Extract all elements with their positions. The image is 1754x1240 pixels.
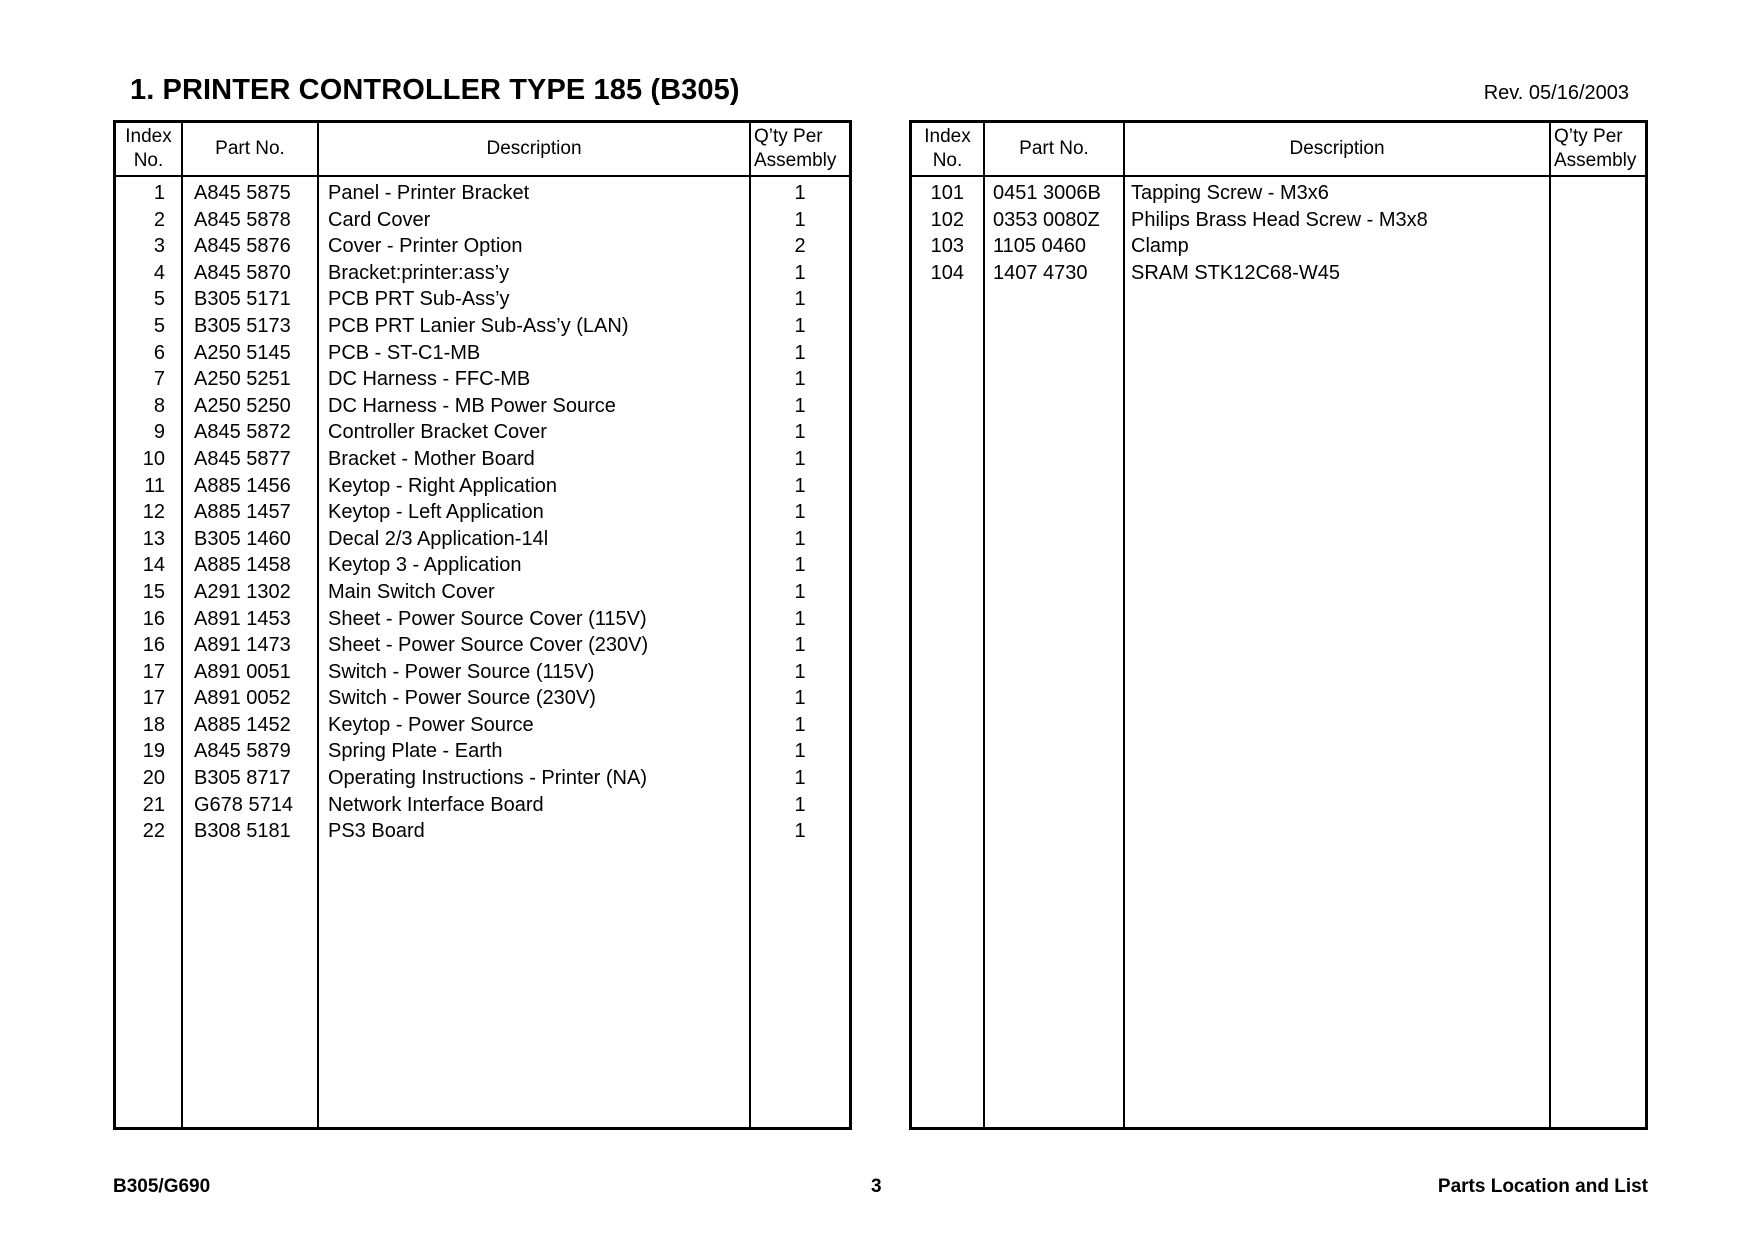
cell-index: 16 (142, 607, 165, 630)
header-index-line2: No. (932, 150, 963, 171)
header-part-no: Part No. (215, 138, 285, 159)
cell-index: 17 (142, 660, 165, 683)
cell-description: Tapping Screw - M3x6 (1131, 182, 1329, 204)
cell-description: Keytop - Left Application (328, 501, 544, 524)
cell-part-no: B305 5173 (194, 314, 291, 337)
cell-description: Card Cover (328, 208, 431, 231)
cell-description: SRAM STK12C68-W45 (1131, 261, 1340, 284)
cell-qty: 1 (794, 740, 806, 763)
cell-description: Spring Plate - Earth (328, 740, 503, 763)
cell-index: 18 (142, 713, 165, 736)
table-row (116, 712, 849, 739)
cell-description: Panel - Printer Bracket (328, 182, 530, 204)
cell-part-no: 0451 3006B (993, 182, 1101, 204)
header-part-no: Part No. (1019, 138, 1089, 159)
table-row (116, 579, 849, 606)
table-row (116, 738, 849, 765)
table-row (912, 207, 1645, 234)
cell-part-no: A250 5251 (194, 368, 291, 391)
cell-index: 102 (930, 208, 964, 231)
header-qty-line2: Assembly (754, 150, 837, 171)
cell-index: 10 (142, 447, 165, 470)
cell-qty: 1 (794, 341, 806, 364)
cell-part-no: A845 5870 (194, 261, 291, 284)
table-row (116, 818, 849, 845)
cell-index: 8 (153, 394, 165, 417)
cell-description: Keytop - Right Application (328, 474, 558, 497)
table-row (116, 286, 849, 313)
cell-qty: 1 (794, 501, 806, 524)
table-row (116, 632, 849, 659)
cell-index: 5 (153, 314, 165, 337)
cell-part-no: A845 5878 (194, 208, 291, 231)
cell-description: PCB - ST-C1-MB (328, 341, 481, 364)
cell-qty: 1 (794, 261, 806, 284)
cell-index: 14 (142, 554, 165, 577)
cell-part-no: A845 5872 (194, 421, 291, 444)
cell-part-no: A885 1452 (194, 713, 291, 736)
parts-rows-right (912, 177, 1645, 286)
cell-part-no: A291 1302 (194, 580, 291, 603)
cell-index: 101 (930, 182, 964, 204)
cell-qty: 1 (794, 607, 806, 630)
table-row (116, 233, 849, 260)
cell-part-no: 1407 4730 (993, 261, 1088, 284)
cell-description: Operating Instructions - Printer (NA) (328, 767, 647, 790)
header-index (116, 123, 181, 175)
cell-description: Switch - Power Source (115V) (328, 660, 595, 683)
cell-index: 3 (153, 235, 165, 258)
cell-description: DC Harness - MB Power Source (328, 394, 616, 417)
table-row (116, 792, 849, 819)
table-row (116, 180, 849, 207)
parts-rows-left (116, 177, 849, 845)
cell-part-no: A845 5876 (194, 235, 291, 258)
footer-section: Parts Location and List (1437, 1176, 1648, 1197)
table-row (116, 207, 849, 234)
cell-qty: 1 (794, 554, 806, 577)
header-qty-line2: Assembly (1554, 150, 1637, 171)
table-row (912, 180, 1645, 207)
cell-description: Switch - Power Source (230V) (328, 687, 596, 710)
table-row (116, 393, 849, 420)
cell-description: Clamp (1131, 235, 1189, 258)
cell-index: 1 (153, 182, 165, 204)
cell-description: Sheet - Power Source Cover (230V) (328, 634, 649, 657)
table-row (116, 340, 849, 367)
table-row (116, 366, 849, 393)
cell-description: Network Interface Board (328, 793, 544, 816)
cell-description: PCB PRT Lanier Sub-Ass’y (LAN) (328, 314, 629, 337)
cell-qty: 1 (794, 527, 806, 550)
header-index-line1: Index (125, 126, 172, 147)
table-row (116, 526, 849, 553)
cell-part-no: B305 5171 (194, 288, 291, 311)
footer-model: B305/G690 (113, 1176, 211, 1197)
cell-index: 5 (153, 288, 165, 311)
cell-qty: 1 (794, 767, 806, 790)
header-qty-line1: Q’ty Per (1554, 126, 1623, 147)
cell-index: 104 (930, 261, 964, 284)
cell-index: 6 (153, 341, 165, 364)
cell-part-no: B308 5181 (194, 820, 291, 843)
cell-part-no: 1105 0460 (993, 235, 1087, 258)
cell-index: 7 (153, 368, 165, 391)
cell-part-no: A250 5250 (194, 394, 291, 417)
cell-part-no: G678 5714 (194, 793, 293, 816)
table-row (116, 419, 849, 446)
cell-description: Keytop - Power Source (328, 713, 534, 736)
cell-index: 21 (142, 793, 165, 816)
cell-index: 19 (142, 740, 165, 763)
cell-index: 12 (142, 501, 165, 524)
cell-part-no: A885 1456 (194, 474, 291, 497)
cell-description: PS3 Board (328, 820, 425, 843)
cell-index: 2 (153, 208, 165, 231)
table-row (116, 446, 849, 473)
table-row (116, 765, 849, 792)
cell-qty: 1 (794, 580, 806, 603)
header-qty (1550, 123, 1646, 175)
cell-part-no: A885 1458 (194, 554, 291, 577)
cell-description: DC Harness - FFC-MB (328, 368, 531, 391)
cell-description: Keytop 3 - Application (328, 554, 522, 577)
cell-index: 9 (153, 421, 165, 444)
cell-qty: 2 (794, 235, 806, 258)
cell-description: Decal 2/3 Application-14l (328, 527, 549, 550)
cell-index: 103 (930, 235, 964, 258)
table-row (116, 685, 849, 712)
cell-qty: 1 (794, 288, 806, 311)
cell-qty: 1 (794, 447, 806, 470)
cell-qty: 1 (794, 314, 806, 337)
header-index-line1: Index (924, 126, 971, 147)
table-row (116, 606, 849, 633)
cell-qty: 1 (794, 182, 806, 204)
cell-qty: 1 (794, 394, 806, 417)
table-row (116, 499, 849, 526)
cell-qty: 1 (794, 208, 806, 231)
cell-part-no: A891 1453 (194, 607, 291, 630)
table-row (116, 473, 849, 500)
cell-description: Sheet - Power Source Cover (115V) (328, 607, 647, 630)
cell-index: 13 (142, 527, 165, 550)
cell-part-no: B305 8717 (194, 767, 291, 790)
header-qty (750, 123, 850, 175)
cell-index: 16 (142, 634, 165, 657)
table-row (912, 260, 1645, 287)
cell-part-no: A891 0051 (194, 660, 291, 683)
cell-part-no: A845 5877 (194, 447, 291, 470)
cell-part-no: A891 0052 (194, 687, 291, 710)
cell-description: Controller Bracket Cover (328, 421, 547, 444)
page-title: 1. PRINTER CONTROLLER TYPE 185 (B305) (130, 74, 740, 106)
cell-index: 17 (142, 687, 165, 710)
cell-qty: 1 (794, 713, 806, 736)
table-row (116, 659, 849, 686)
cell-description: PCB PRT Sub-Ass’y (328, 288, 510, 311)
cell-index: 11 (144, 474, 165, 497)
cell-qty: 1 (794, 820, 806, 843)
header-index (912, 123, 983, 175)
revision-date: Rev. 05/16/2003 (1483, 82, 1629, 104)
cell-part-no: A845 5875 (194, 182, 291, 204)
cell-qty: 1 (794, 421, 806, 444)
cell-qty: 1 (794, 474, 806, 497)
cell-qty: 1 (794, 660, 806, 683)
cell-description: Philips Brass Head Screw - M3x8 (1131, 208, 1428, 231)
cell-index: 22 (142, 820, 165, 843)
table-row (116, 552, 849, 579)
parts-table-right (909, 120, 1648, 1130)
cell-qty: 1 (794, 687, 806, 710)
cell-part-no: A845 5879 (194, 740, 291, 763)
cell-part-no: A885 1457 (194, 501, 291, 524)
cell-qty: 1 (794, 368, 806, 391)
header-qty-line1: Q’ty Per (754, 126, 823, 147)
header-description: Description (1289, 138, 1385, 159)
cell-part-no: B305 1460 (194, 527, 291, 550)
cell-part-no: A250 5145 (194, 341, 291, 364)
cell-description: Cover - Printer Option (328, 235, 523, 258)
header-description: Description (486, 138, 582, 159)
table-row (116, 313, 849, 340)
cell-qty: 1 (794, 793, 806, 816)
cell-description: Bracket - Mother Board (328, 447, 535, 470)
cell-index: 20 (142, 767, 165, 790)
cell-description: Bracket:printer:ass’y (328, 261, 510, 284)
cell-description: Main Switch Cover (328, 580, 495, 603)
table-row (116, 260, 849, 287)
footer-page-number: 3 (871, 1176, 882, 1197)
table-row (912, 233, 1645, 260)
cell-index: 4 (153, 261, 165, 284)
cell-part-no: 0353 0080Z (993, 208, 1100, 231)
cell-index: 15 (142, 580, 165, 603)
header-index-line2: No. (133, 150, 164, 171)
parts-table-left (113, 120, 852, 1130)
cell-part-no: A891 1473 (194, 634, 291, 657)
cell-qty: 1 (794, 634, 806, 657)
